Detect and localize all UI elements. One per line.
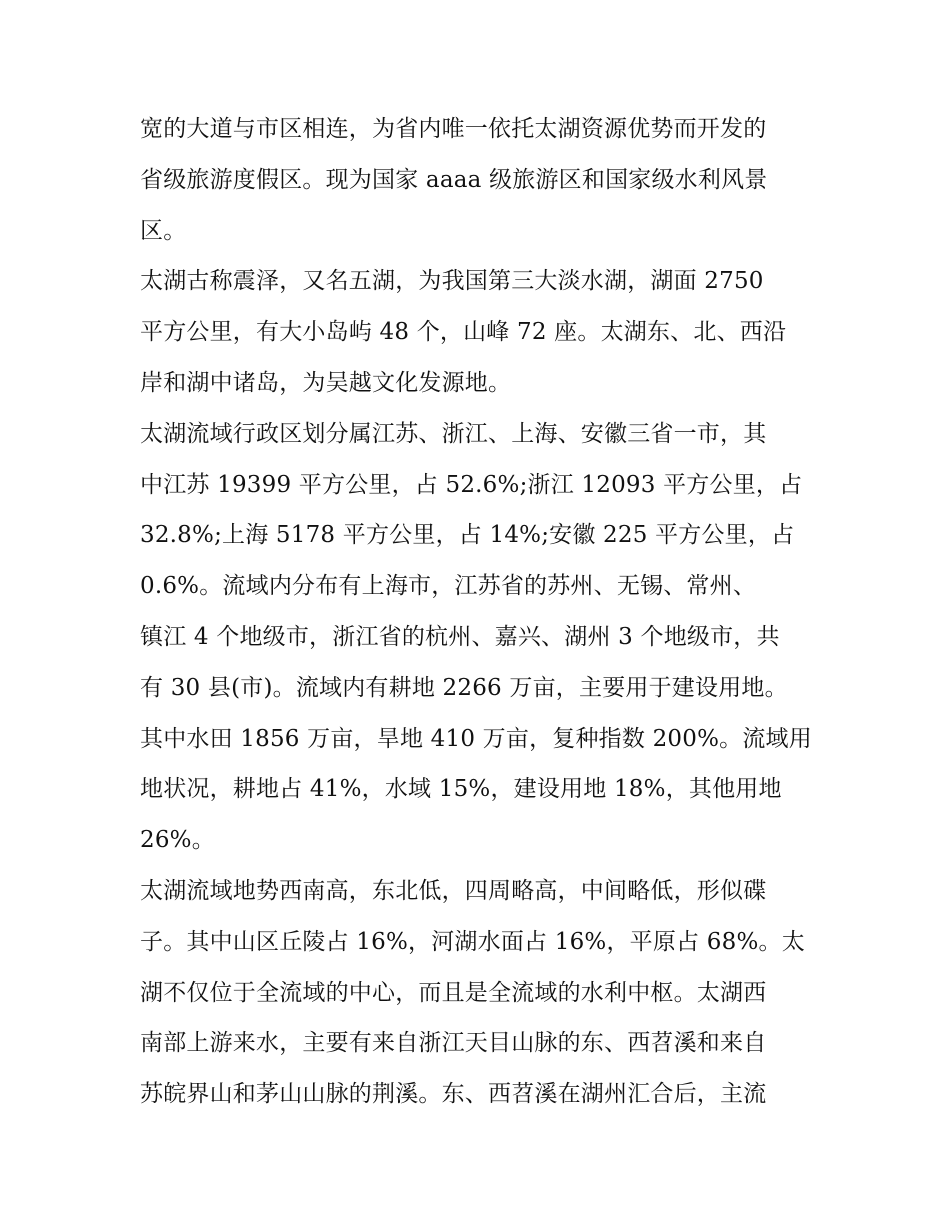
text-line: 0.6%。流域内分布有上海市，江苏省的苏州、无锡、常州、 — [140, 573, 757, 600]
text-line: 有 30 县(市)。流域内有耕地 2266 万亩，主要用于建设用地。 — [140, 674, 788, 701]
paragraph-administrative-division — [140, 409, 820, 866]
text-line: 26%。 — [140, 827, 215, 854]
text-line: 区。 — [140, 217, 187, 244]
text-line: 南部上游来水，主要有来自浙江天目山脉的东、西苕溪和来自 — [140, 1030, 767, 1057]
text-line: 省级旅游度假区。现为国家 aaaa 级旅游区和国家级水利风景 — [140, 166, 768, 193]
text-line: 宽的大道与市区相连，为省内唯一依托太湖资源优势而开发的 — [140, 116, 767, 142]
text-line: 地状况，耕地占 41%，水域 15%，建设用地 18%，其他用地 — [140, 776, 782, 803]
paragraph-resort — [140, 104, 820, 256]
text-line: 其中水田 1856 万亩，旱地 410 万亩，复种指数 200%。流域用 — [140, 725, 812, 752]
text-line: 镇江 4 个地级市，浙江省的杭州、嘉兴、湖州 3 个地级市，共 — [140, 623, 780, 650]
document-body — [140, 104, 820, 1120]
paragraph-taihu-overview — [140, 256, 820, 408]
text-line: 太湖古称震泽，又名五湖，为我国第三大淡水湖，湖面 2750 — [140, 268, 764, 295]
text-line: 湖不仅位于全流域的中心，而且是全流域的水利中枢。太湖西 — [140, 979, 767, 1006]
text-line: 中江苏 19399 平方公里，占 52.6%;浙江 12093 平方公里，占 — [140, 471, 803, 498]
text-line: 32.8%;上海 5178 平方公里，占 14%;安徽 225 平方公里，占 — [140, 522, 795, 549]
paragraph-terrain — [140, 866, 820, 1120]
text-line: 平方公里，有大小岛屿 48 个，山峰 72 座。太湖东、北、西沿 — [140, 319, 787, 346]
text-line: 苏皖界山和茅山山脉的荆溪。东、西苕溪在湖州汇合后，主流 — [140, 1081, 767, 1108]
text-line: 岸和湖中诸岛，为吴越文化发源地。 — [140, 369, 512, 396]
text-line: 子。其中山区丘陵占 16%，河湖水面占 16%，平原占 68%。太 — [140, 928, 805, 955]
text-line: 太湖流域地势西南高，东北低，四周略高，中间略低，形似碟 — [140, 877, 767, 904]
text-line: 太湖流域行政区划分属江苏、浙江、上海、安徽三省一市，其 — [140, 420, 767, 447]
